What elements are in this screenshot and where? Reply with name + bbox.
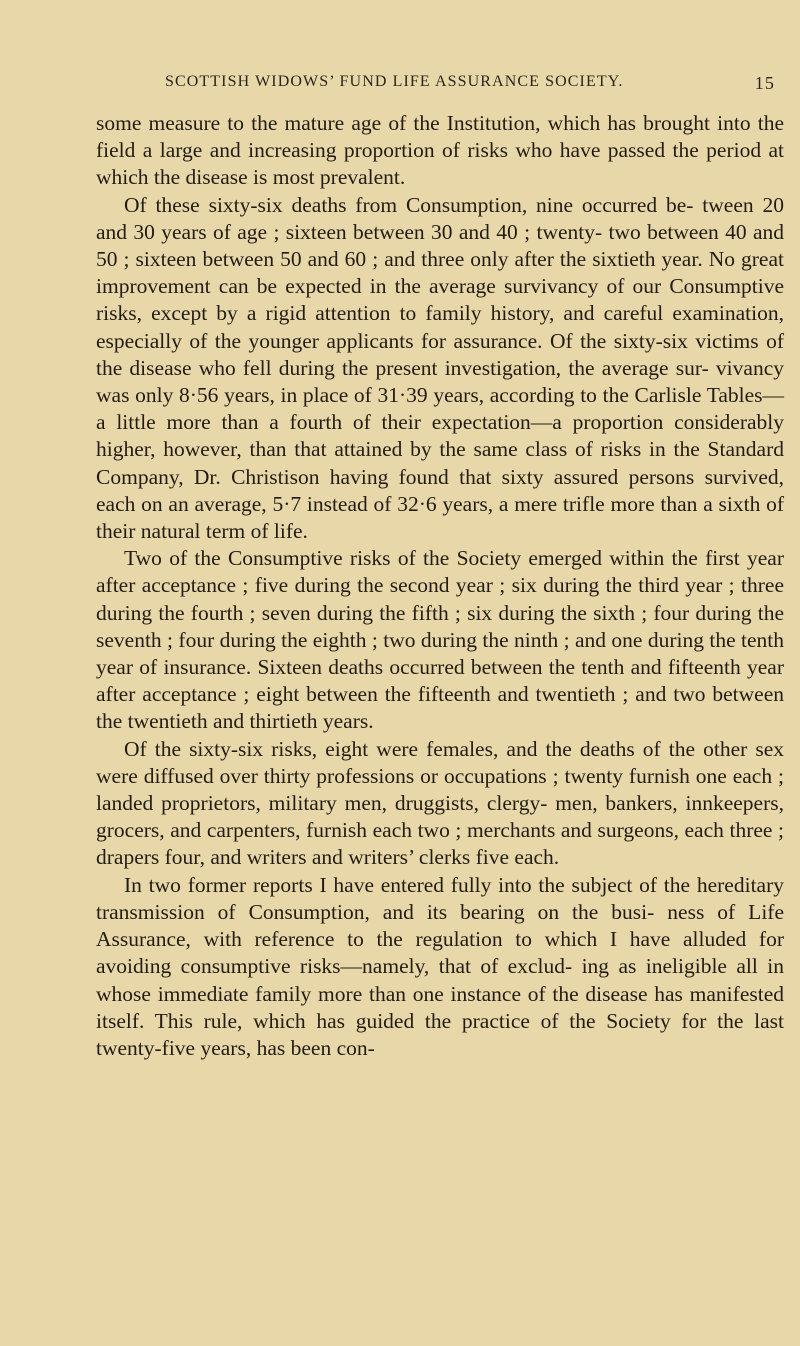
running-head <box>105 73 775 103</box>
page-number: 15 <box>754 73 775 93</box>
body-text <box>96 110 784 1062</box>
paragraph-emergence-years: Two of the Consumptive risks of the Society emerged within the first year after acceptance ; five during the second year ; six during the third year ; three during the fourth ; seven during the fifth ; six during the sixth ; four during the seventh ; four during the eighth ; two during the ninth ; and one during the tenth year of insurance. Sixteen deaths occurred between the tenth and fifteenth year after acceptance ; eight between the fifteenth and twentieth ; and two between the twentieth and thirtieth years. <box>96 546 784 734</box>
paragraph-occupations: Of the sixty-six risks, eight were females, and the deaths of the other sex were diffused over thirty professions or occupations ; twenty furnish one each ; landed proprietors, military men, druggists, clergy- men, bankers, innkeepers, grocers, and carpenters, furnish each two ; merchants and surgeons, each three ; drapers four, and writers and writers’ clerks five each. <box>96 736 784 870</box>
paragraph-continued: some measure to the mature age of the Institution, which has brought into the field a large and increasing proportion of risks who have passed the period at which the disease is most prevalent. <box>96 111 784 190</box>
running-head-title: SCOTTISH WIDOWS’ FUND LIFE ASSURANCE SOCIETY. <box>165 73 624 90</box>
paragraph-hereditary-transmission: In two former reports I have entered fully into the subject of the hereditary transmission of Consumption, and its bearing on the busi- ness of Life Assurance, with reference to the regulation to which I have alluded for avoiding consumptive risks—namely, that of exclud- ing as ineligible all in whose immediate family more than one instance of the disease has manifested itself. This rule, which has guided the practice of the Society for the last twenty-five years, has been con- <box>96 872 784 1060</box>
paragraph-consumption-ages: Of these sixty-six deaths from Consumption, nine occurred be- tween 20 and 30 years of age ; sixteen between 30 and 40 ; twenty- two between 40 and 50 ; sixteen between 50 and 60 ; and three only after the sixtieth year. No great improvement can be expected in the average survivancy of our Consumptive risks, except by a rigid attention to family history, and careful examination, especially of the younger applicants for assurance. Of the sixty-six victims of the disease who fell during the present investigation, the average sur- vivancy was only 8·56 years, in place of 31·39 years, according to the Carlisle Tables—a little more than a fourth of their expectation—a proportion considerably higher, however, than that attained by the same class of risks in the Standard Company, Dr. Christison having found that sixty assured persons survived, each on an average, 5·7 instead of 32·6 years, a mere trifle more than a sixth of their natural term of life. <box>96 192 784 544</box>
